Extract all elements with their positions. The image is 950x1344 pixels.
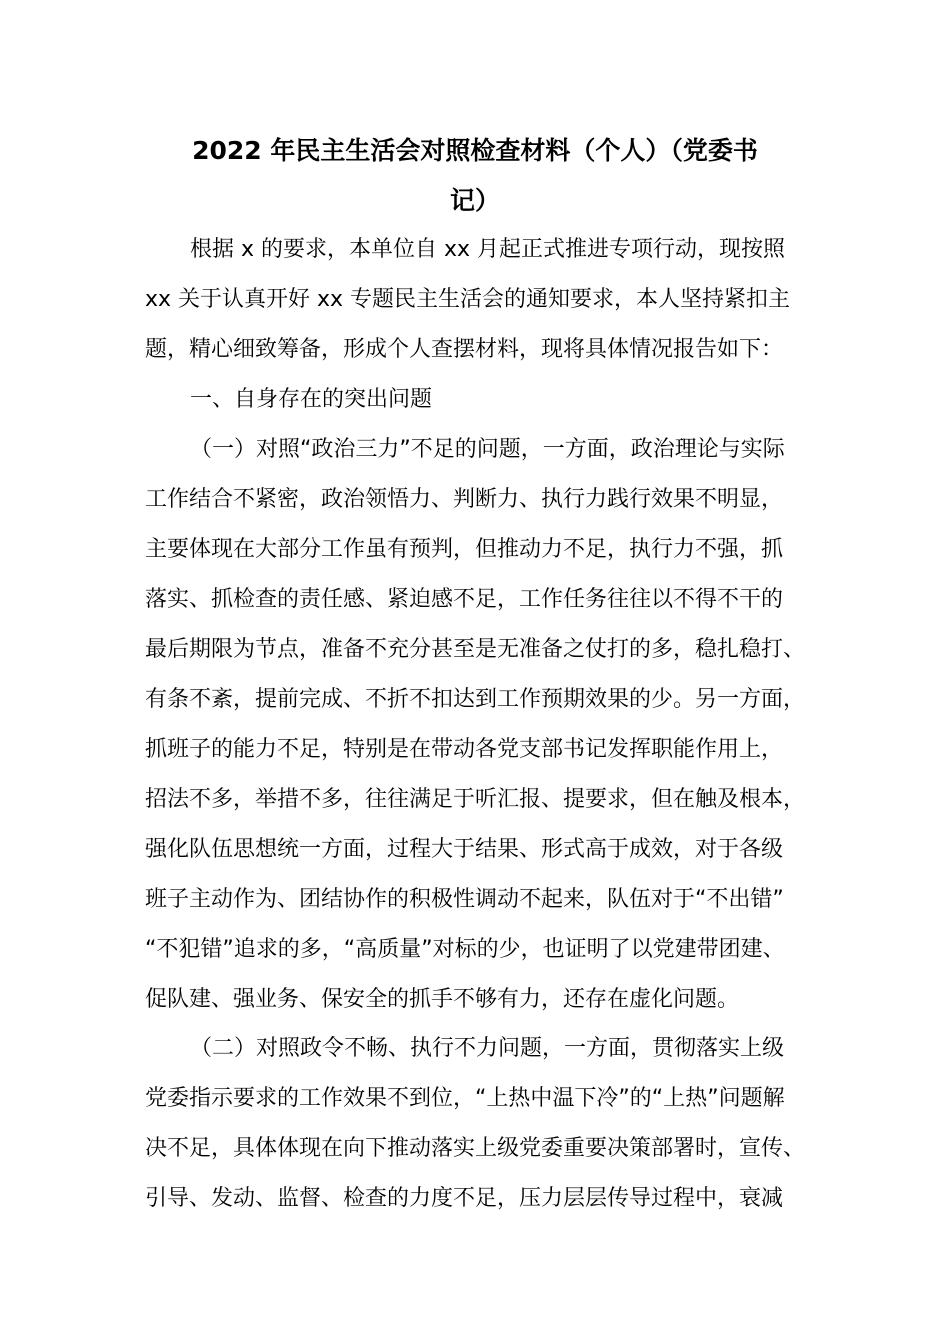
paragraph-line: 强化队伍思想统一方面，过程大于结果、形式高于成效，对于各级: [145, 837, 784, 862]
paragraph-line: “不犯错”追求的多，“高质量”对标的少，也证明了以党建带团建、: [145, 937, 785, 962]
paragraph-line: 抓班子的能力不足，特别是在带动各党支部书记发挥职能作用上，: [145, 737, 784, 762]
paragraph-line: 题，精心细致筹备，形成个人查摆材料，现将具体情况报告如下：: [145, 337, 784, 362]
paragraph-line: 落实、抓检查的责任感、紧迫感不足，工作任务往往以不得不干的: [145, 587, 784, 612]
paragraph-line: 招法不多，举措不多，往往满足于听汇报、提要求，但在触及根本，: [145, 787, 806, 812]
paragraph-line: 决不足，具体体现在向下推动落实上级党委重要决策部署时，宣传、: [145, 1136, 806, 1161]
paragraph-line: 主要体现在大部分工作虽有预判，但推动力不足，执行力不强，抓: [145, 537, 784, 562]
document-title-line-1: 2022 年民主生活会对照检查材料（个人）（党委书: [192, 136, 758, 165]
paragraph-line: 工作结合不紧密，政治领悟力、判断力、执行力践行效果不明显，: [145, 487, 784, 512]
paragraph-line: 引导、发动、监督、检查的力度不足，压力层层传导过程中，衰减: [145, 1186, 784, 1211]
paragraph-line: 党委指示要求的工作效果不到位，“上热中温下冷”的“上热”问题解: [145, 1086, 785, 1111]
paragraph-line: xx 关于认真开好 xx 专题民主生活会的通知要求，本人坚持紧扣主: [145, 287, 791, 312]
document-title-line-2: 记）: [449, 186, 500, 215]
paragraph-line: （一）对照“政治三力”不足的问题，一方面，政治理论与实际: [190, 437, 785, 462]
section-heading: 一、自身存在的突出问题: [190, 387, 433, 412]
paragraph-line: 促队建、强业务、保安全的抓手不够有力，还存在虚化问题。: [145, 987, 740, 1012]
paragraph-line: （二）对照政令不畅、执行不力问题，一方面，贯彻落实上级: [190, 1036, 785, 1061]
paragraph-line: 班子主动作为、团结协作的积极性调动不起来，队伍对于“不出错”: [145, 887, 784, 912]
paragraph-line: 最后期限为节点，准备不充分甚至是无准备之仗打的多，稳扎稳打、: [145, 637, 806, 662]
paragraph-line: 根据 x 的要求，本单位自 xx 月起正式推进专项行动，现按照: [190, 237, 786, 262]
paragraph-line: 有条不紊，提前完成、不折不扣达到工作预期效果的少。另一方面，: [145, 687, 806, 712]
